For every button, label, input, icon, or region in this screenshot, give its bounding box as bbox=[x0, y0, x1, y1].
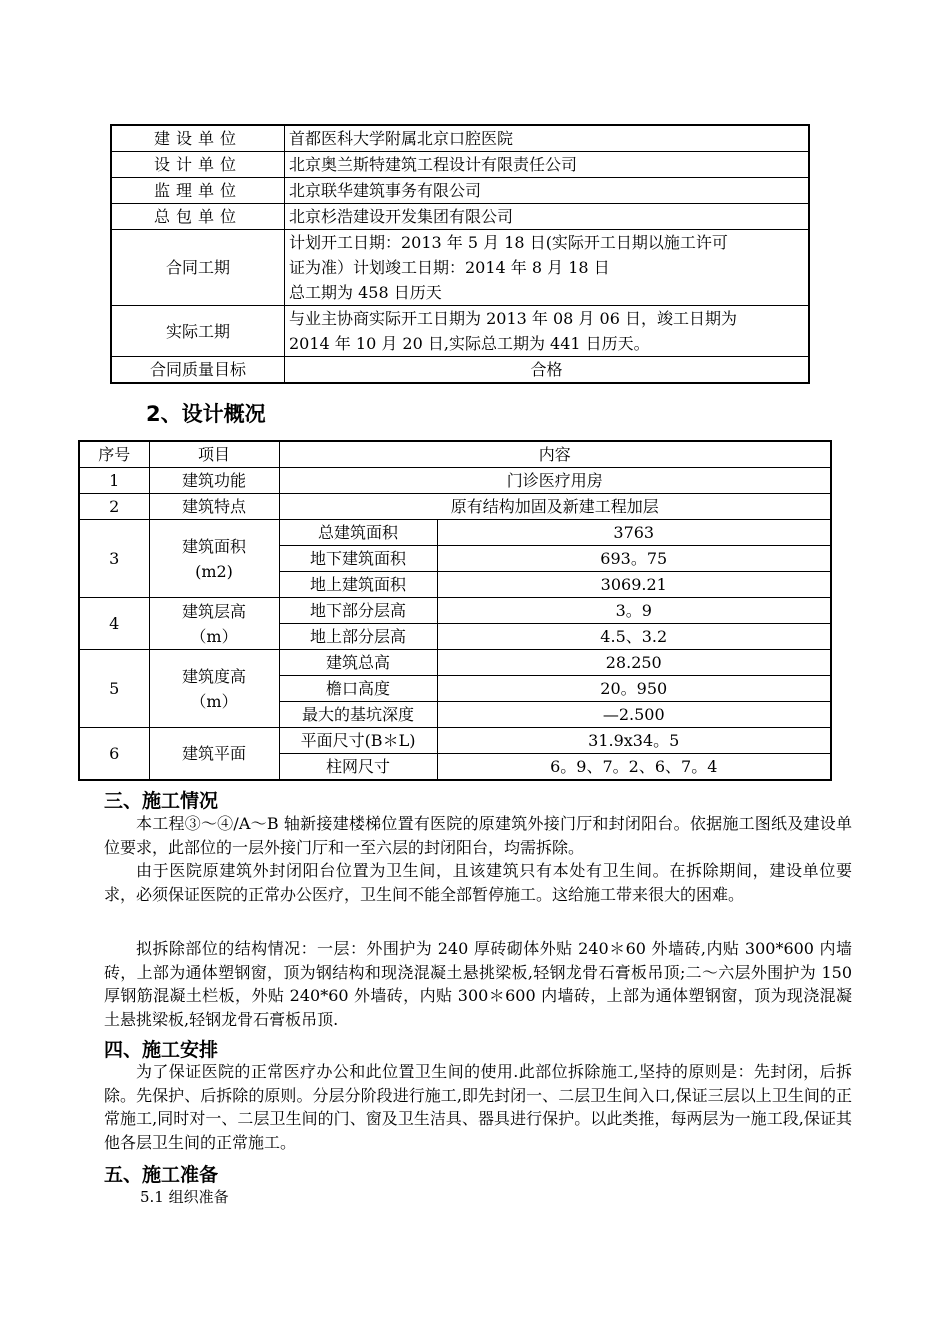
quality-target-value: 合格 bbox=[285, 357, 810, 384]
sub-value: 4.5、3.2 bbox=[437, 624, 831, 650]
contract-period-line: 总工期为 458 日历天 bbox=[289, 283, 442, 302]
header-cell: 项目 bbox=[149, 441, 279, 468]
table-row bbox=[79, 728, 831, 754]
table-row bbox=[111, 178, 809, 204]
table-row bbox=[111, 125, 809, 152]
row-item: 建筑特点 bbox=[149, 494, 279, 520]
subsection-5-1: 5.1 组织准备 bbox=[140, 1188, 229, 1206]
table-row bbox=[111, 306, 809, 357]
row-item-unit: (m2) bbox=[195, 561, 233, 581]
header-cell: 序号 bbox=[79, 441, 149, 468]
section-4-heading: 四、施工安排 bbox=[104, 1039, 219, 1061]
section-3-paragraph-1: 本工程③～④/A～B 轴新接建楼梯位置有医院的原建筑外接门厅和封闭阳台。依据施工图纸及建设单位要求，此部位的一层外接门厅和一至六层的封闭阳台，均需拆除。 bbox=[104, 814, 852, 857]
sub-value: 3。9 bbox=[437, 598, 831, 624]
row-number: 5 bbox=[79, 650, 149, 728]
row-item: 建筑平面 bbox=[149, 728, 279, 781]
sub-item: 檐口高度 bbox=[279, 676, 437, 702]
quality-target-label: 合同质量目标 bbox=[111, 357, 285, 384]
row-item-unit: （m） bbox=[190, 691, 238, 711]
actual-period-value bbox=[285, 306, 810, 357]
sub-value: 3763 bbox=[437, 520, 831, 546]
row-value: 北京杉浩建设开发集团有限公司 bbox=[285, 204, 810, 230]
section-5-heading: 五、施工准备 bbox=[104, 1164, 219, 1186]
section-3-paragraph-2: 由于医院原建筑外封闭阳台位置为卫生间，且该建筑只有本处有卫生间。在拆除期间，建设单位要求，必须保证医院的正常办公医疗，卫生间不能全部暂停施工。这给施工带来很大的困难。 bbox=[104, 861, 852, 904]
sub-item: 地上部分层高 bbox=[279, 624, 437, 650]
sub-value: —2.500 bbox=[437, 702, 831, 728]
row-number: 1 bbox=[79, 468, 149, 494]
actual-period-line: 2014 年 10 月 20 日,实际总工期为 441 日历天。 bbox=[289, 334, 650, 353]
row-number: 4 bbox=[79, 598, 149, 650]
table-row bbox=[111, 357, 809, 384]
row-content: 门诊医疗用房 bbox=[279, 468, 831, 494]
row-item-line: 建筑层高 bbox=[181, 601, 246, 621]
sub-value: 20。950 bbox=[437, 676, 831, 702]
row-value: 北京联华建筑事务有限公司 bbox=[285, 178, 810, 204]
section-3-heading: 三、施工情况 bbox=[104, 790, 219, 812]
design-overview-table bbox=[78, 440, 832, 781]
table-row bbox=[79, 520, 831, 546]
sub-item: 地上建筑面积 bbox=[279, 572, 437, 598]
actual-period-line: 与业主协商实际开工日期为 2013 年 08 月 06 日，竣工日期为 bbox=[289, 309, 737, 328]
sub-value: 6。9、7。2、6、7。4 bbox=[437, 754, 831, 781]
header-cell: 内容 bbox=[279, 441, 831, 468]
section-4-paragraph-1: 为了保证医院的正常医疗办公和此位置卫生间的使用.此部位拆除施工,坚持的原则是：先封闭，后拆除。先保护、后拆除的原则。分层分阶段进行施工,即先封闭一、二层卫生间入口,保证三层以上卫生间的正常施工,同时对一、二层卫生间的门、窗及卫生洁具、器具进行保护。以此类推，每两层为一施工段,保证其他各层卫生间的正常施工。 bbox=[104, 1062, 852, 1152]
sub-value: 31.9x34。5 bbox=[437, 728, 831, 754]
section-3-paragraph-3: 拟拆除部位的结构情况：一层：外围护为 240 厚砖砌体外贴 240＊60 外墙砖,内贴 300*600 内墙砖，上部为通体塑钢窗，顶为钢结构和现浇混凝土悬挑梁板,轻钢龙骨石膏板吊顶;二～六层外围护为 150 厚钢筋混凝土栏板，外贴 240*60 外墙砖，内贴 300＊600 内墙砖，上部为通体塑钢窗，顶为现浇混凝土悬挑梁板,轻钢龙骨石膏板吊顶. bbox=[104, 939, 852, 1029]
table-row bbox=[79, 494, 831, 520]
sub-item: 地下建筑面积 bbox=[279, 546, 437, 572]
row-label: 总包单位 bbox=[111, 204, 285, 230]
sub-item: 建筑总高 bbox=[279, 650, 437, 676]
sub-item: 地下部分层高 bbox=[279, 598, 437, 624]
table-row bbox=[111, 230, 809, 306]
actual-period-label: 实际工期 bbox=[111, 306, 285, 357]
table-header-row bbox=[79, 441, 831, 468]
row-item bbox=[149, 520, 279, 598]
row-item-line: 建筑度高 bbox=[181, 666, 246, 686]
section-2-heading: 2、设计概况 bbox=[146, 402, 266, 426]
row-item-unit: （m） bbox=[190, 626, 238, 646]
row-item: 建筑功能 bbox=[149, 468, 279, 494]
table-row bbox=[79, 650, 831, 676]
table-row bbox=[111, 152, 809, 178]
table-row bbox=[79, 598, 831, 624]
row-label: 建设单位 bbox=[111, 125, 285, 152]
sub-item: 柱网尺寸 bbox=[279, 754, 437, 781]
row-number: 2 bbox=[79, 494, 149, 520]
row-label: 监理单位 bbox=[111, 178, 285, 204]
contract-period-label: 合同工期 bbox=[111, 230, 285, 306]
project-info-table bbox=[110, 124, 810, 384]
sub-value: 3069.21 bbox=[437, 572, 831, 598]
sub-item: 总建筑面积 bbox=[279, 520, 437, 546]
row-value: 首都医科大学附属北京口腔医院 bbox=[285, 125, 810, 152]
row-item bbox=[149, 598, 279, 650]
row-number: 3 bbox=[79, 520, 149, 598]
row-item-line: 建筑面积 bbox=[181, 536, 246, 556]
row-content: 原有结构加固及新建工程加层 bbox=[279, 494, 831, 520]
row-number: 6 bbox=[79, 728, 149, 781]
row-value: 北京奥兰斯特建筑工程设计有限责任公司 bbox=[285, 152, 810, 178]
contract-period-line: 计划开工日期：2013 年 5 月 18 日(实际开工日期以施工许可 bbox=[289, 233, 728, 252]
sub-item: 平面尺寸(B＊L) bbox=[279, 728, 437, 754]
table-row bbox=[111, 204, 809, 230]
table-row bbox=[79, 468, 831, 494]
contract-period-value bbox=[285, 230, 810, 306]
row-label: 设计单位 bbox=[111, 152, 285, 178]
sub-value: 693。75 bbox=[437, 546, 831, 572]
sub-value: 28.250 bbox=[437, 650, 831, 676]
row-item bbox=[149, 650, 279, 728]
contract-period-line: 证为准）计划竣工日期：2014 年 8 月 18 日 bbox=[289, 258, 610, 277]
sub-item: 最大的基坑深度 bbox=[279, 702, 437, 728]
